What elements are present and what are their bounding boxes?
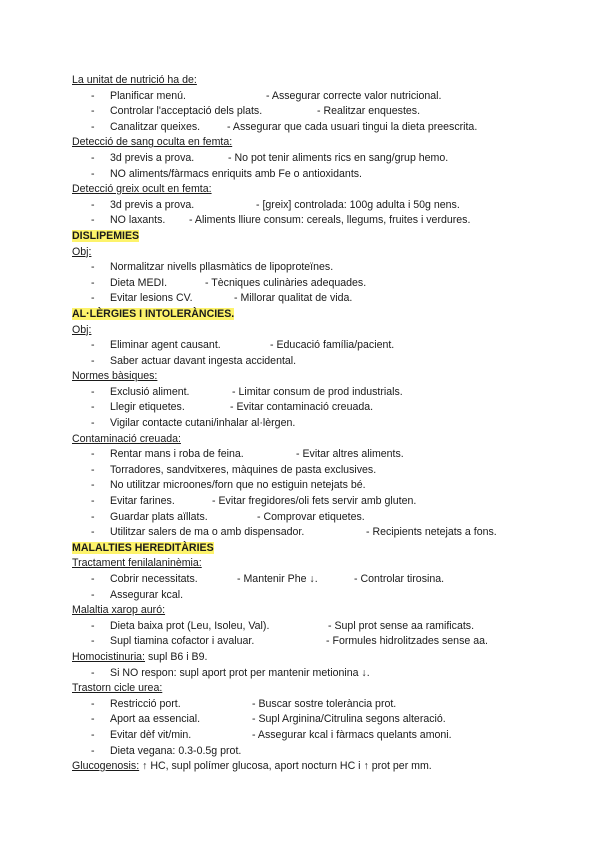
list-item: - No utilitzar microones/forn que no estiguin netejats bé. (91, 479, 366, 492)
list-item: - Dieta vegana: 0.3-0.5g prot. (91, 744, 242, 757)
list-item: - Dieta MEDI. - Tècniques culinàries adequades. (91, 276, 367, 289)
list-item: - Evitar farines. - Evitar fregidores/oli fets servir amb gluten. (91, 495, 417, 508)
list-item: - Assegurar kcal. (91, 588, 184, 601)
list-item: - Supl tiamina cofactor i avaluar. - Formules hidrolitzades sense aa. (91, 635, 488, 648)
list-item: - Normalitzar nivells pllasmàtics de lipoproteïnes. (91, 261, 334, 274)
section-title: DISLIPEMIES (72, 229, 140, 242)
list-item: - Llegir etiquetes. - Evitar contaminació creuada. (91, 401, 374, 414)
list-item: - Dieta baixa prot (Leu, Isoleu, Val). - Supl prot sense aa ramificats. (91, 619, 475, 632)
list-item: - Eliminar agent causant. - Educació família/pacient. (91, 339, 395, 352)
list-item: - Restricció port. - Buscar sostre tolerància prot. (91, 697, 397, 710)
list-item: - Guardar plats aïllats. - Comprovar etiquetes. (91, 510, 365, 523)
section-header: Malaltia xarop auró: (72, 604, 166, 617)
section-header: Tractament fenilalaninèmia: (72, 557, 202, 570)
list-item: - Evitar dèf vit/min. - Assegurar kcal i fàrmacs quelants amoni. (91, 728, 452, 741)
list-item: - 3d previs a prova. - No pot tenir aliments rics en sang/grup hemo. (91, 151, 449, 164)
section-title: MALALTIES HEREDITÀRIES (72, 541, 214, 554)
document-page (72, 73, 592, 775)
list-item: - NO laxants. - Aliments lliure consum: cereals, llegums, fruites i verdures. (91, 214, 471, 227)
list-item: - Planificar menú. - Assegurar correcte valor nutricional. (91, 89, 442, 102)
section-header: Obj: (72, 323, 92, 336)
list-item: - Controlar l'acceptació dels plats. - Realitzar enquestes. (91, 105, 421, 118)
list-item: - Torradores, sandvitxeres, màquines de pasta exclusives. (91, 463, 377, 476)
section-header: Contaminació creuada: (72, 432, 181, 445)
list-item: - Exclusió aliment. - Limitar consum de prod industrials. (91, 385, 403, 398)
section-header: Detecció greix ocult en femta: (72, 183, 212, 196)
list-item: - Saber actuar davant ingesta accidental. (91, 354, 297, 367)
list-item: - Canalitzar queixes. - Assegurar que cada usuari tingui la dieta preescrita. (91, 120, 478, 133)
list-item: - Utilitzar salers de ma o amb dispensador. - Recipients netejats a fons. (91, 526, 497, 539)
homocistinuria-line: Homocistinuria: supl B6 i B9. (72, 650, 208, 663)
list-item: - NO aliments/fàrmacs enriquits amb Fe o antioxidants. (91, 167, 362, 180)
list-item: - 3d previs a prova. - [greix] controlada: 100g adulta i 50g nens. (91, 198, 460, 211)
section-header: Trastorn cicle urea: (72, 682, 163, 695)
list-item: - Evitar lesions CV. - Millorar qualitat de vida. (91, 292, 353, 305)
list-item: - Cobrir necessitats. - Mantenir Phe ↓. - Controlar tirosina. (91, 573, 445, 585)
list-item: - Rentar mans i roba de feina. - Evitar altres aliments. (91, 448, 404, 461)
section-title: AL·LÈRGIES I INTOLERÀNCIES. (72, 307, 235, 320)
list-item: - Vigilar contacte cutani/inhalar al·lèrgen. (91, 417, 296, 430)
list-item: - Si NO respon: supl aport prot per mantenir metionina ↓. (91, 666, 370, 679)
section-header: Normes bàsiques: (72, 370, 158, 383)
section-header: La unitat de nutrició ha de: (72, 74, 197, 86)
section-header: Obj: (72, 245, 92, 258)
section-header: Detecció de sang oculta en femta: (72, 136, 233, 149)
list-item: - Aport aa essencial. - Supl Arginina/Citrulina segons alteració. (91, 713, 446, 726)
glucogenosis-line: Glucogenosis: ↑ HC, supl polímer glucosa, aport nocturn HC i ↑ prot per mm. (72, 760, 432, 773)
